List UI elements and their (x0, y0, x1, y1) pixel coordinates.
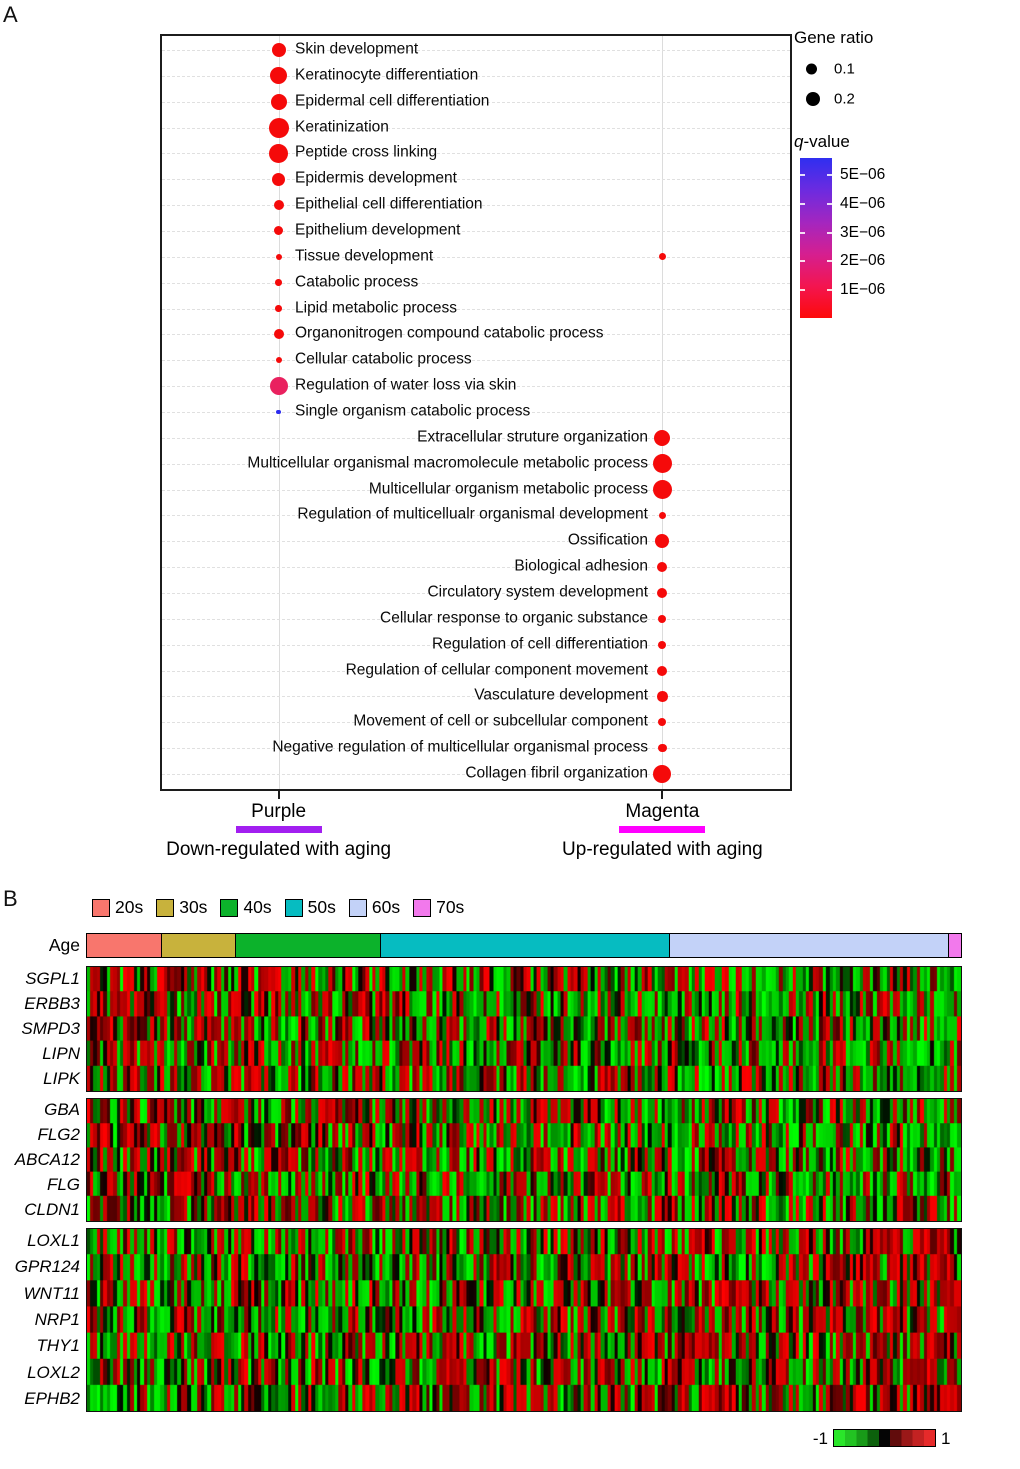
qvalue-tick-mark (800, 260, 805, 262)
heatmap-block (86, 1098, 962, 1222)
qvalue-colorbar (800, 158, 832, 318)
go-term-label: Cellular catabolic process (295, 350, 472, 368)
gene-label: FLG (46, 1174, 80, 1194)
age-bar-segment (949, 934, 961, 957)
qvalue-tick-mark (827, 232, 832, 234)
gene-label: GPR124 (14, 1257, 80, 1277)
go-term-dot (657, 666, 667, 676)
go-term-label: Movement of cell or subcellular component (353, 712, 648, 730)
heatmap-canvas (87, 967, 961, 1091)
go-term-dot (657, 691, 668, 702)
row-gridline (162, 179, 790, 180)
go-term-label: Regulation of cell differentiation (432, 635, 648, 653)
go-term-label: Vasculature development (474, 687, 648, 705)
row-gridline (162, 257, 790, 258)
go-term-dot (274, 329, 284, 339)
dotplot-legend (794, 28, 1018, 328)
qvalue-tick-mark (800, 203, 805, 205)
gene-ratio-legend-value: 0.1 (834, 60, 855, 78)
panel-b-label: B (3, 886, 18, 911)
age-legend-swatch (92, 899, 110, 917)
axis-color-underline (619, 826, 705, 833)
age-legend-label: 30s (179, 897, 208, 917)
row-gridline (162, 128, 790, 129)
axis-color-underline (236, 826, 322, 833)
gene-label: SGPL1 (25, 968, 80, 988)
go-term-dot (653, 454, 672, 473)
go-term-dot (275, 305, 282, 312)
qvalue-tick-mark (800, 289, 805, 291)
gene-ratio-legend-dot (806, 92, 820, 106)
age-legend-item (220, 897, 271, 918)
colorscale-min-label: -1 (812, 1429, 828, 1448)
gene-label: LIPK (43, 1069, 80, 1089)
row-gridline (162, 360, 790, 361)
age-track-label: Age (48, 935, 80, 955)
qvalue-tick-label: 2E−06 (840, 252, 886, 270)
dotplot-x-axis (0, 791, 1020, 881)
gene-label: SMPD3 (21, 1019, 80, 1038)
gene-label: LOXL2 (27, 1362, 80, 1382)
qvalue-colorbar-wrap (794, 158, 1018, 328)
age-legend-label: 40s (243, 897, 272, 917)
age-legend-label: 50s (307, 897, 336, 917)
gene-label: EPHB2 (24, 1388, 80, 1408)
go-term-dot (658, 718, 666, 726)
go-term-dot (270, 67, 287, 84)
go-term-label: Negative regulation of multicellular organismal process (272, 738, 648, 756)
heatmap-colorscale (796, 1429, 1020, 1449)
go-term-dot (657, 588, 667, 598)
colorscale-max-label: 1 (941, 1429, 951, 1448)
gene-ratio-legend-title: Gene ratio (794, 28, 874, 47)
go-term-label: Epidermis development (295, 169, 457, 187)
go-term-dot (274, 226, 283, 235)
go-term-label: Epidermal cell differentiation (295, 92, 490, 110)
qvalue-legend-title (794, 132, 1018, 152)
go-term-dot (276, 357, 282, 363)
heatmap-canvas (87, 1229, 961, 1411)
go-term-dot (653, 480, 672, 499)
go-term-label: Cellular response to organic substance (380, 609, 648, 627)
go-term-dot (272, 43, 286, 57)
row-gridline (162, 50, 790, 51)
age-bar-segment (670, 934, 949, 957)
qvalue-tick-mark (800, 232, 805, 234)
heatmap-canvas (87, 1099, 961, 1221)
axis-column-name: Purple (251, 801, 307, 822)
go-term-label: Single organism catabolic process (295, 402, 531, 420)
age-legend-item (413, 897, 464, 918)
age-legend-swatch (349, 899, 367, 917)
heatmap-block (86, 1228, 962, 1412)
go-term-dot (658, 744, 667, 753)
axis-column-group (492, 799, 832, 861)
gene-label: GBA (44, 1100, 80, 1120)
age-legend-label: 20s (115, 897, 144, 917)
go-term-label: Extracellular struture organization (417, 428, 648, 446)
go-term-dot (659, 512, 666, 519)
gene-label: ABCA12 (14, 1150, 80, 1169)
gene-label: LOXL1 (27, 1231, 80, 1251)
go-term-label: Catabolic process (295, 273, 419, 291)
age-legend-swatch (285, 899, 303, 917)
go-term-label: Keratinization (295, 118, 389, 136)
go-term-dot (269, 144, 288, 163)
gene-label: ERBB3 (24, 993, 80, 1013)
axis-tick (661, 791, 663, 799)
gene-label: LIPN (42, 1044, 80, 1064)
go-term-dot (276, 254, 282, 260)
age-legend-label: 60s (371, 897, 401, 917)
go-term-dot (276, 410, 281, 415)
go-term-dot (655, 534, 669, 548)
qvalue-tick-label: 4E−06 (840, 194, 886, 212)
gene-ratio-legend-item (794, 84, 1018, 114)
age-legend (92, 897, 464, 918)
age-legend-item (349, 897, 400, 918)
go-term-label: Regulation of water loss via skin (295, 376, 517, 394)
axis-sublabel: Down-regulated with aging (166, 839, 392, 860)
gene-label: FLG2 (37, 1125, 80, 1145)
qvalue-tick-label: 3E−06 (840, 223, 886, 241)
axis-column-name: Magenta (625, 801, 700, 822)
gene-label: NRP1 (34, 1310, 80, 1329)
age-legend-item (92, 897, 143, 918)
go-term-label: Biological adhesion (514, 557, 648, 575)
age-legend-swatch (220, 899, 238, 917)
axis-tick (278, 791, 280, 799)
gene-ratio-legend-dot (806, 64, 817, 75)
age-legend-item (285, 897, 336, 918)
go-term-dot (269, 118, 289, 138)
qvalue-tick-mark (827, 203, 832, 205)
colorscale-bar (833, 1429, 936, 1447)
gene-label: CLDN1 (24, 1199, 80, 1219)
go-term-label: Skin development (295, 40, 419, 58)
panel-a-label: A (3, 2, 18, 27)
qvalue-tick-mark (827, 289, 832, 291)
row-gridline (162, 283, 790, 284)
age-bar-segment (236, 934, 381, 957)
age-bar-segment (87, 934, 162, 957)
go-term-dot (270, 377, 288, 395)
go-term-label: Multicellular organismal macromolecule metabolic process (247, 454, 648, 472)
go-term-dot (272, 173, 285, 186)
axis-sublabel: Up-regulated with aging (562, 839, 763, 860)
row-gridline (162, 567, 790, 568)
age-legend-swatch (413, 899, 431, 917)
go-term-dot (275, 279, 282, 286)
gene-ratio-legend-value: 0.2 (834, 90, 855, 108)
row-gridline (162, 153, 790, 154)
age-bar-segment (381, 934, 670, 957)
go-term-label: Tissue development (295, 247, 434, 265)
go-term-label: Ossification (567, 531, 648, 549)
go-term-dot (659, 253, 666, 260)
qvalue-title-q: q (794, 132, 804, 151)
go-term-label: Regulation of multicellualr organismal development (297, 506, 648, 524)
age-legend-swatch (156, 899, 174, 917)
age-track-bar (86, 933, 962, 958)
go-term-dot (658, 615, 666, 623)
go-term-dot (271, 94, 287, 110)
go-term-dot (657, 562, 667, 572)
qvalue-title-rest: -value (803, 132, 850, 151)
row-gridline (162, 231, 790, 232)
gene-ratio-legend-item (794, 54, 1018, 84)
age-legend-item (156, 897, 207, 918)
axis-column-group (109, 799, 449, 861)
qvalue-tick-mark (827, 174, 832, 176)
gene-label: WNT11 (23, 1283, 80, 1303)
go-dotplot (160, 34, 792, 791)
go-term-dot (274, 200, 284, 210)
go-term-dot (654, 430, 670, 446)
qvalue-tick-mark (800, 174, 805, 176)
gene-ratio-legend-items (794, 54, 1018, 114)
go-term-label: Circulatory system development (427, 583, 648, 601)
go-term-label: Regulation of cellular component movement (345, 661, 648, 679)
row-gridline (162, 541, 790, 542)
qvalue-tick-label: 1E−06 (840, 281, 886, 299)
go-term-label: Epithelium development (295, 221, 461, 239)
go-term-label: Multicellular organism metabolic process (368, 480, 648, 498)
go-term-label: Lipid metabolic process (295, 299, 457, 317)
go-term-dot (653, 765, 671, 783)
gene-label: THY1 (36, 1336, 80, 1356)
go-term-label: Collagen fibril organization (465, 764, 648, 782)
age-legend-label: 70s (436, 897, 465, 917)
heatmap-block (86, 966, 962, 1092)
row-gridline (162, 309, 790, 310)
go-term-label: Keratinocyte differentiation (295, 66, 479, 84)
age-bar-segment (162, 934, 235, 957)
qvalue-tick-label: 5E−06 (840, 165, 886, 183)
go-term-label: Peptide cross linking (295, 144, 438, 162)
qvalue-tick-mark (827, 260, 832, 262)
go-term-label: Organonitrogen compound catabolic process (295, 325, 604, 343)
go-term-label: Epithelial cell differentiation (295, 195, 483, 213)
go-term-dot (658, 641, 666, 649)
